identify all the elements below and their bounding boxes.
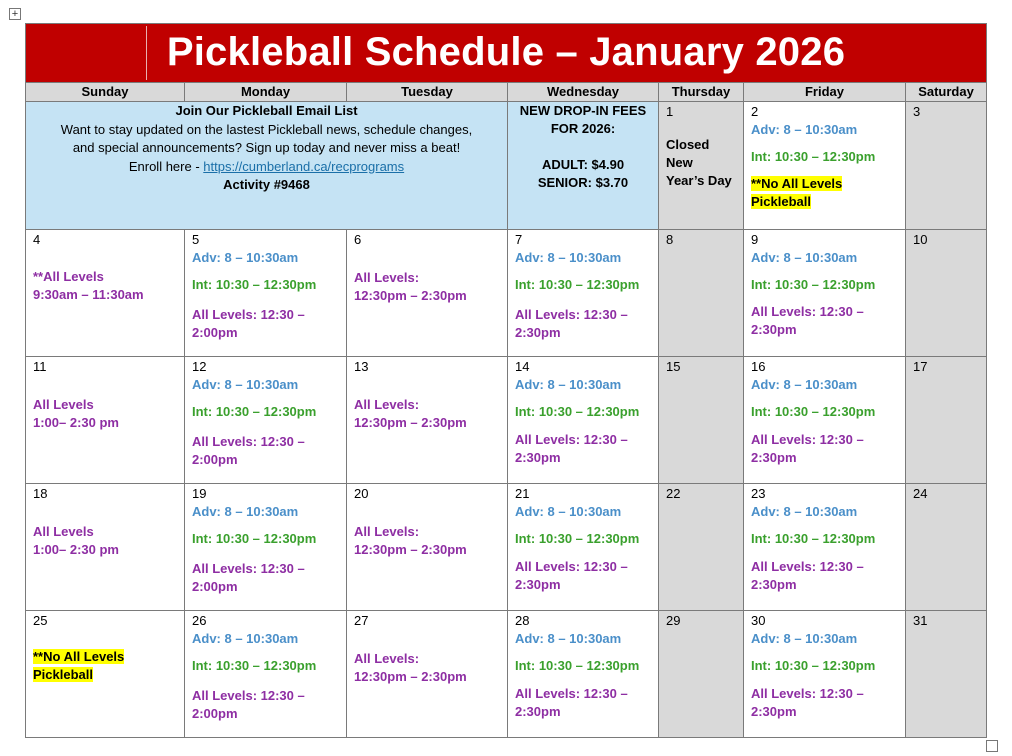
calendar-table (25, 23, 987, 738)
all-levels-session (354, 269, 501, 305)
adv-session: Adv: 8 – 10:30am (751, 250, 858, 265)
week-row (26, 484, 987, 611)
day-cell (26, 611, 185, 738)
day-number: 11 (33, 359, 47, 374)
adv-session: Adv: 8 – 10:30am (515, 504, 622, 519)
all-levels-session (192, 433, 340, 469)
session-line: 12:30pm – 2:30pm (354, 542, 467, 557)
recprograms-link[interactable]: https://cumberland.ca/recprograms (203, 158, 405, 174)
all-levels-session (354, 396, 501, 432)
title-cell (26, 24, 987, 83)
day-cell (906, 484, 987, 611)
session-line: 2:30pm (515, 325, 561, 340)
day-cell (744, 611, 906, 738)
session-line: 2:00pm (192, 579, 238, 594)
int-session: Int: 10:30 – 12:30pm (515, 277, 640, 292)
session-line: 2:30pm (515, 704, 561, 719)
day-cell (659, 102, 744, 230)
int-session: Int: 10:30 – 12:30pm (751, 658, 876, 673)
session-line: 2:30pm (515, 577, 561, 592)
session-line: All Levels: 12:30 – (515, 432, 628, 447)
all-levels-session (354, 650, 501, 686)
all-levels-session (751, 685, 899, 721)
day-cell (744, 102, 906, 230)
day-cell (185, 611, 347, 738)
day-number: 16 (751, 359, 766, 374)
session-line: All Levels (33, 397, 94, 412)
weekday-monday: Monday (185, 83, 347, 102)
session-line: All Levels: 12:30 – (515, 559, 628, 574)
day-number: 26 (192, 613, 207, 628)
all-levels-session (33, 523, 178, 559)
all-levels-session (515, 685, 652, 721)
day-number: 28 (515, 613, 530, 628)
day-number: 23 (751, 486, 766, 501)
adv-session: Adv: 8 – 10:30am (192, 504, 299, 519)
day-cell (906, 357, 987, 484)
all-levels-session (751, 303, 899, 339)
fee-senior: SENIOR: $3.70 (537, 175, 629, 190)
day-cell (906, 230, 987, 357)
day-number: 5 (192, 232, 200, 247)
int-session: Int: 10:30 – 12:30pm (751, 277, 876, 292)
day-cell (659, 357, 744, 484)
all-levels-session (354, 523, 501, 559)
day-number: 6 (354, 232, 362, 247)
activity-number: Activity #9468 (223, 177, 310, 192)
all-levels-session (515, 558, 652, 594)
all-levels-session (515, 306, 652, 342)
all-levels-session (515, 431, 652, 467)
day-number: 30 (751, 613, 766, 628)
all-levels-session (751, 431, 899, 467)
day-number: 15 (666, 359, 681, 374)
adv-session: Adv: 8 – 10:30am (515, 631, 622, 646)
adv-session: Adv: 8 – 10:30am (192, 377, 299, 392)
day-number: 21 (515, 486, 530, 501)
session-line: 2:30pm (751, 450, 797, 465)
weekday-tuesday: Tuesday (347, 83, 508, 102)
day-cell (26, 230, 185, 357)
week-row (26, 102, 987, 230)
session-line: All Levels (33, 524, 94, 539)
day-number: 7 (515, 232, 523, 247)
adv-session: Adv: 8 – 10:30am (751, 504, 858, 519)
day-number: 3 (913, 104, 921, 119)
day-number: 4 (33, 232, 41, 247)
session-line: All Levels: (354, 524, 420, 539)
day-number: 29 (666, 613, 681, 628)
int-session: Int: 10:30 – 12:30pm (515, 531, 640, 546)
int-session: Int: 10:30 – 12:30pm (751, 531, 876, 546)
enroll-prefix: Enroll here - (128, 158, 204, 174)
holiday-line: New (666, 155, 693, 170)
all-levels-session (751, 558, 899, 594)
weekday-header-row (26, 83, 987, 102)
holiday-line: Year’s Day (666, 173, 732, 188)
day-cell (659, 611, 744, 738)
day-number: 22 (666, 486, 681, 501)
day-cell (508, 611, 659, 738)
day-cell (659, 230, 744, 357)
holiday-note (659, 119, 743, 190)
page-title: Pickleball Schedule – January 2026 (166, 30, 846, 74)
session-line: All Levels: 12:30 – (515, 686, 628, 701)
day-number: 1 (666, 104, 674, 119)
fee-adult: ADULT: $4.90 (541, 157, 625, 172)
adv-session: Adv: 8 – 10:30am (515, 250, 622, 265)
week-row (26, 357, 987, 484)
session-line: All Levels: 12:30 – (751, 559, 864, 574)
day-cell (906, 611, 987, 738)
day-number: 27 (354, 613, 369, 628)
adv-session: Adv: 8 – 10:30am (192, 631, 299, 646)
int-session: Int: 10:30 – 12:30pm (751, 149, 876, 164)
int-session: Int: 10:30 – 12:30pm (192, 277, 317, 292)
session-line: All Levels: 12:30 – (192, 434, 305, 449)
day-cell (508, 230, 659, 357)
day-number: 14 (515, 359, 530, 374)
weekday-friday: Friday (744, 83, 906, 102)
day-cell (347, 230, 508, 357)
session-line: 12:30pm – 2:30pm (354, 669, 467, 684)
all-levels-session (192, 560, 340, 596)
weekday-sunday: Sunday (26, 83, 185, 102)
day-number: 9 (751, 232, 759, 247)
highlighted-text: **No All Levels (751, 176, 843, 191)
day-cell (659, 484, 744, 611)
session-line: All Levels: (354, 270, 420, 285)
day-number: 10 (913, 232, 928, 247)
day-cell (347, 357, 508, 484)
day-number: 17 (913, 359, 928, 374)
session-line: All Levels: 12:30 – (751, 432, 864, 447)
day-number: 2 (751, 104, 759, 119)
day-cell (347, 611, 508, 738)
session-line: All Levels: 12:30 – (192, 688, 305, 703)
no-all-levels-note (751, 175, 899, 211)
day-cell (26, 357, 185, 484)
all-levels-session (33, 396, 178, 432)
day-cell (744, 357, 906, 484)
session-line: 2:30pm (751, 577, 797, 592)
adv-session: Adv: 8 – 10:30am (751, 377, 858, 392)
session-line: 12:30pm – 2:30pm (354, 288, 467, 303)
int-session: Int: 10:30 – 12:30pm (192, 658, 317, 673)
day-cell (185, 484, 347, 611)
weekday-wednesday: Wednesday (508, 83, 659, 102)
day-number: 31 (913, 613, 928, 628)
day-cell (185, 357, 347, 484)
fees-heading: FOR 2026: (550, 121, 616, 136)
adv-session: Adv: 8 – 10:30am (192, 250, 299, 265)
session-line: All Levels: 12:30 – (751, 304, 864, 319)
day-cell (508, 484, 659, 611)
week-row (26, 230, 987, 357)
holiday-line: Closed (666, 137, 710, 152)
session-line: All Levels: 12:30 – (192, 561, 305, 576)
weekday-thursday: Thursday (659, 83, 744, 102)
email-body-line: and special announcements? Sign up today and never miss a beat! (72, 140, 461, 155)
int-session: Int: 10:30 – 12:30pm (515, 404, 640, 419)
day-number: 18 (33, 486, 48, 501)
session-line: 1:00– 2:30 pm (33, 415, 119, 430)
title-row (26, 24, 987, 83)
int-session: Int: 10:30 – 12:30pm (751, 404, 876, 419)
adv-session: Adv: 8 – 10:30am (751, 631, 858, 646)
day-number: 24 (913, 486, 928, 501)
session-line: 2:30pm (515, 450, 561, 465)
session-line: 1:00– 2:30 pm (33, 542, 119, 557)
table-move-handle-icon[interactable]: + (9, 8, 21, 20)
highlighted-text: Pickleball (751, 194, 811, 209)
day-cell (508, 357, 659, 484)
int-session: Int: 10:30 – 12:30pm (192, 404, 317, 419)
week-row (26, 611, 987, 738)
adv-session: Adv: 8 – 10:30am (751, 122, 858, 137)
drop-in-fees-cell (508, 102, 659, 230)
day-cell (185, 230, 347, 357)
day-cell (906, 102, 987, 230)
session-line: All Levels: 12:30 – (192, 307, 305, 322)
session-line: **All Levels (33, 269, 104, 284)
fees-heading: NEW DROP-IN FEES (519, 103, 647, 118)
day-number: 13 (354, 359, 369, 374)
no-all-levels-note (33, 648, 178, 684)
session-line: 2:30pm (751, 322, 797, 337)
session-line: 12:30pm – 2:30pm (354, 415, 467, 430)
day-cell (744, 484, 906, 611)
session-line: All Levels: 12:30 – (751, 686, 864, 701)
day-number: 8 (666, 232, 674, 247)
int-session: Int: 10:30 – 12:30pm (515, 658, 640, 673)
adv-session: Adv: 8 – 10:30am (515, 377, 622, 392)
session-line: 2:00pm (192, 706, 238, 721)
highlighted-text: Pickleball (33, 667, 93, 682)
day-number: 12 (192, 359, 207, 374)
table-resize-handle-icon[interactable] (986, 740, 998, 752)
enroll-line (26, 158, 507, 177)
session-line: 2:00pm (192, 325, 238, 340)
all-levels-session (192, 687, 340, 723)
highlighted-text: **No All Levels (33, 649, 125, 664)
session-line: All Levels: (354, 651, 420, 666)
day-cell (26, 484, 185, 611)
int-session: Int: 10:30 – 12:30pm (192, 531, 317, 546)
email-signup-cell (26, 102, 508, 230)
day-cell (347, 484, 508, 611)
email-heading: Join Our Pickleball Email List (175, 103, 358, 118)
email-body-line: Want to stay updated on the lastest Pickleball news, schedule changes, (60, 121, 473, 137)
all-levels-session (192, 306, 340, 342)
session-line: 2:30pm (751, 704, 797, 719)
session-line: All Levels: (354, 397, 420, 412)
session-line: 2:00pm (192, 452, 238, 467)
weekday-saturday: Saturday (906, 83, 987, 102)
day-cell (744, 230, 906, 357)
day-number: 20 (354, 486, 369, 501)
session-line: All Levels: 12:30 – (515, 307, 628, 322)
session-line: 9:30am – 11:30am (33, 287, 144, 302)
day-number: 19 (192, 486, 207, 501)
all-levels-session (33, 268, 178, 304)
day-number: 25 (33, 613, 48, 628)
